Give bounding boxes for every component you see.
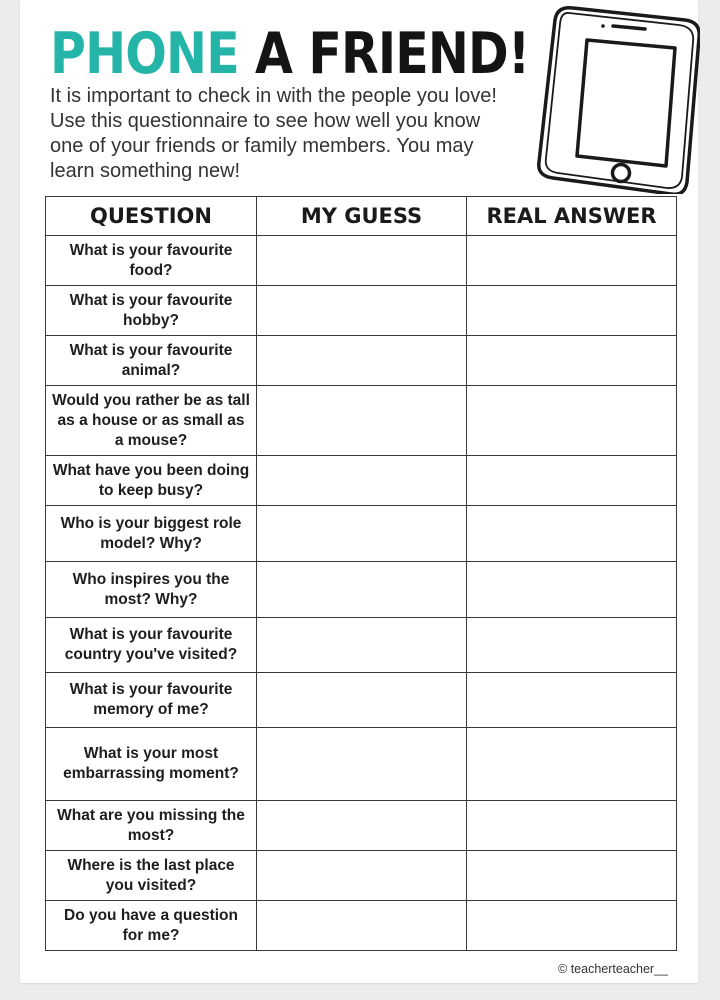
table-header-row [46,197,677,236]
real-answer-cell[interactable] [467,562,677,618]
question-cell: Would you rather be as tall as a house or as small as a mouse? [46,386,257,456]
table-row [46,618,677,673]
my-guess-cell[interactable] [257,801,467,851]
question-cell: What is your favourite animal? [46,336,257,386]
question-cell: What is your favourite country you've visited? [46,618,257,673]
table-row [46,562,677,618]
header-my-guess: MY GUESS [257,197,467,236]
table-row [46,851,677,901]
real-answer-cell[interactable] [467,336,677,386]
question-cell: What is your favourite memory of me? [46,673,257,728]
table-row [46,286,677,336]
my-guess-cell[interactable] [257,562,467,618]
real-answer-cell[interactable] [467,386,677,456]
questionnaire-table [45,196,677,951]
real-answer-cell[interactable] [467,673,677,728]
table-row [46,336,677,386]
table-row [46,386,677,456]
table-row [46,728,677,801]
question-cell: What is your favourite food? [46,236,257,286]
question-cell: Where is the last place you visited? [46,851,257,901]
my-guess-cell[interactable] [257,336,467,386]
my-guess-cell[interactable] [257,386,467,456]
real-answer-cell[interactable] [467,851,677,901]
title-part-phone: PHONE [50,21,239,87]
my-guess-cell[interactable] [257,456,467,506]
question-cell: Do you have a question for me? [46,901,257,951]
table-row [46,506,677,562]
question-cell: Who inspires you the most? Why? [46,562,257,618]
real-answer-cell[interactable] [467,728,677,801]
table-row [46,801,677,851]
intro-text: It is important to check in with the people you love! Use this questionnaire to see how well you know one of your friends or family members. You may learn something new! [50,85,497,182]
header-question: QUESTION [46,197,257,236]
page-title [50,20,529,88]
my-guess-cell[interactable] [257,901,467,951]
worksheet-page [20,0,698,983]
copyright-footer: © teacherteacher__ [558,962,668,976]
real-answer-cell[interactable] [467,456,677,506]
real-answer-cell[interactable] [467,901,677,951]
question-cell: Who is your biggest role model? Why? [46,506,257,562]
table-row [46,901,677,951]
my-guess-cell[interactable] [257,673,467,728]
question-cell: What are you missing the most? [46,801,257,851]
my-guess-cell[interactable] [257,236,467,286]
my-guess-cell[interactable] [257,618,467,673]
real-answer-cell[interactable] [467,506,677,562]
phone-icon [525,2,700,194]
real-answer-cell[interactable] [467,286,677,336]
question-cell: What have you been doing to keep busy? [46,456,257,506]
table-row [46,456,677,506]
title-part-a-friend: A FRIEND! [255,21,530,87]
table-row [46,673,677,728]
table-row [46,236,677,286]
my-guess-cell[interactable] [257,728,467,801]
question-cell: What is your most embarrassing moment? [46,728,257,801]
real-answer-cell[interactable] [467,236,677,286]
real-answer-cell[interactable] [467,801,677,851]
real-answer-cell[interactable] [467,618,677,673]
my-guess-cell[interactable] [257,506,467,562]
my-guess-cell[interactable] [257,286,467,336]
my-guess-cell[interactable] [257,851,467,901]
question-cell: What is your favourite hobby? [46,286,257,336]
header-real-answer: REAL ANSWER [467,197,677,236]
